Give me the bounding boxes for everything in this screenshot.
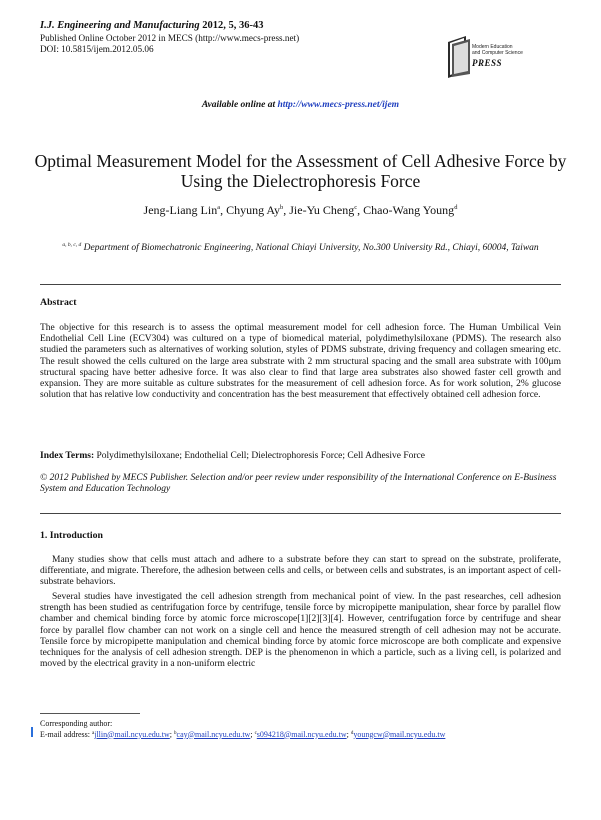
intro-heading: 1. Introduction xyxy=(40,530,103,541)
divider xyxy=(40,284,561,285)
intro-paragraph-1: Many studies show that cells must attach and adhere to a substrate before they can start to spread on the substrate, proliferate, differentiate, and migrate. Therefore, the adhesion between cells and cells, or between cells and substrates, is an important aspect of cell-substrate behaviors. xyxy=(40,555,561,588)
author: Chao-Wang Young xyxy=(363,203,455,217)
index-terms-text: Polydimethylsiloxane; Endothelial Cell; Dielectrophoresis Force; Cell Adhesive Force xyxy=(96,451,425,461)
email-sup: d xyxy=(350,730,354,736)
mecs-press-logo xyxy=(446,34,556,84)
paper-title: Optimal Measurement Model for the Assessment of Cell Adhesive Force by Using the Dielectrophoresis Force xyxy=(34,151,567,191)
affiliation-text: Department of Biomechatronic Engineering, National Chiayi University, No.300 University Rd., Chiayi, 60004, Taiwan xyxy=(83,243,539,253)
footnote-rule xyxy=(40,713,140,714)
email-link[interactable]: youngcw@mail.ncyu.edu.tw xyxy=(353,729,446,739)
author-list: Jeng-Liang Lin$^a$, Chyung Ay$^b$, Jie-Yu Cheng$^c$, Chao-Wang Young$^d$ xyxy=(143,203,458,217)
author: Jeng-Liang Lin xyxy=(143,203,218,217)
logo-press: PRESS xyxy=(472,58,503,68)
publication-info xyxy=(40,33,299,55)
affiliation-sup: a, b, c, d xyxy=(62,242,82,248)
abstract-heading: Abstract xyxy=(40,297,77,308)
author-sup: c xyxy=(354,204,358,211)
journal-volume: 2012, 5, 36-43 xyxy=(202,20,264,31)
author-sup: b xyxy=(280,204,284,211)
author: Chyung Ay xyxy=(226,203,280,217)
logo-line1: Modern Education xyxy=(472,44,513,50)
available-prefix: Available online at xyxy=(201,100,276,110)
book-logo-icon xyxy=(446,34,472,78)
index-terms xyxy=(40,451,561,461)
abstract-text: The objective for this research is to assess the optimal measurement model for cell adhesion force. The Human Umbilical Vein Endothelial Cell Line (ECV304) was cultured on a type of biomedical material, polydimethylsiloxane (PDMS). The research also studied the parameters such as alternatives of working solution, styles of PDMS substrate, driving frequency and collagen smearing etc. The result showed the cells cultured on the large area substrate with 2 mm structural spacing and the small area substrate with 100μm structural spacing have better adhesive force. It was also clear to find that large area substrates also showed faster cell growth and expansion. They are more suitable as culture substrates for the measurement of cell adhesion force. As for work solution, 2% glucose solution that has relative low conductivity and concentration has the best measurement that effectively obtained cell adhesion force. xyxy=(40,323,561,401)
email-sup: a xyxy=(91,730,95,736)
doi-line: DOI: 10.5815/ijem.2012.05.06 xyxy=(40,44,154,54)
journal-header xyxy=(40,20,263,31)
author: Jie-Yu Cheng xyxy=(289,203,355,217)
email-prefix: E-mail address: xyxy=(40,729,90,739)
email-sup: b xyxy=(174,730,177,736)
logo-line2: and Computer Science xyxy=(472,49,523,56)
email-line: E-mail address: $^a$jllin@mail.ncyu.edu.tw; $^b$cay@mail.ncyu.edu.tw; $^c$s094218@mail.ncyu.edu.tw; $^d$youngcw@mail.ncyu.edu.tw xyxy=(40,729,446,739)
index-terms-label: Index Terms: xyxy=(40,451,95,461)
published-line: Published Online October 2012 in MECS (http://www.mecs-press.net) xyxy=(40,33,300,43)
abstract-heading-wrap xyxy=(40,297,76,308)
copyright-notice: © 2012 Published by MECS Publisher. Selection and/or peer review under responsibility of the International Conference on E-Business System and Education Technology xyxy=(40,473,557,495)
journal-link[interactable]: http://www.mecs-press.net/ijem xyxy=(277,100,400,110)
corresponding-author xyxy=(40,719,445,739)
corresponding-label: Corresponding author: xyxy=(40,719,113,728)
author-sup: a xyxy=(217,204,221,211)
intro-heading-wrap xyxy=(40,530,103,541)
intro-paragraph-2: Several studies have investigated the cell adhesion strength from mechanical point of view. In the past researches, cell adhesion strength has been studied as centrifugation force by centrifuge, tensile force by micropipette manipulation, shear force by parallel flow chamber and chemical binding force by atomic force microscope[1][2][3][4]. However, centrifugation force by centrifuge and shear force by parallel flow chamber can not work on a single cell and hence the measured strength of cell adhesion may not be accurate. Tensile force by micropipette manipulation and chemical binding force by atomic force microscope are both complicate and expensive techniques for the analysis of cell adhesion strength. DEP is the phenomenon in which a particle, such as a living cell, is polarized and moved by the electrical gravity in a non-uniform electric xyxy=(40,592,561,670)
journal-name: I.J. Engineering and Manufacturing xyxy=(40,20,200,31)
affiliation xyxy=(40,239,561,254)
email-link[interactable]: s094218@mail.ncyu.edu.tw xyxy=(256,729,347,739)
email-link[interactable]: cay@mail.ncyu.edu.tw xyxy=(176,729,251,739)
margin-marker xyxy=(31,727,33,737)
email-link[interactable]: jllin@mail.ncyu.edu.tw xyxy=(94,729,170,739)
email-sup: c xyxy=(254,730,257,736)
author-sup: d xyxy=(454,204,458,211)
available-online xyxy=(0,100,601,110)
divider xyxy=(40,513,561,514)
